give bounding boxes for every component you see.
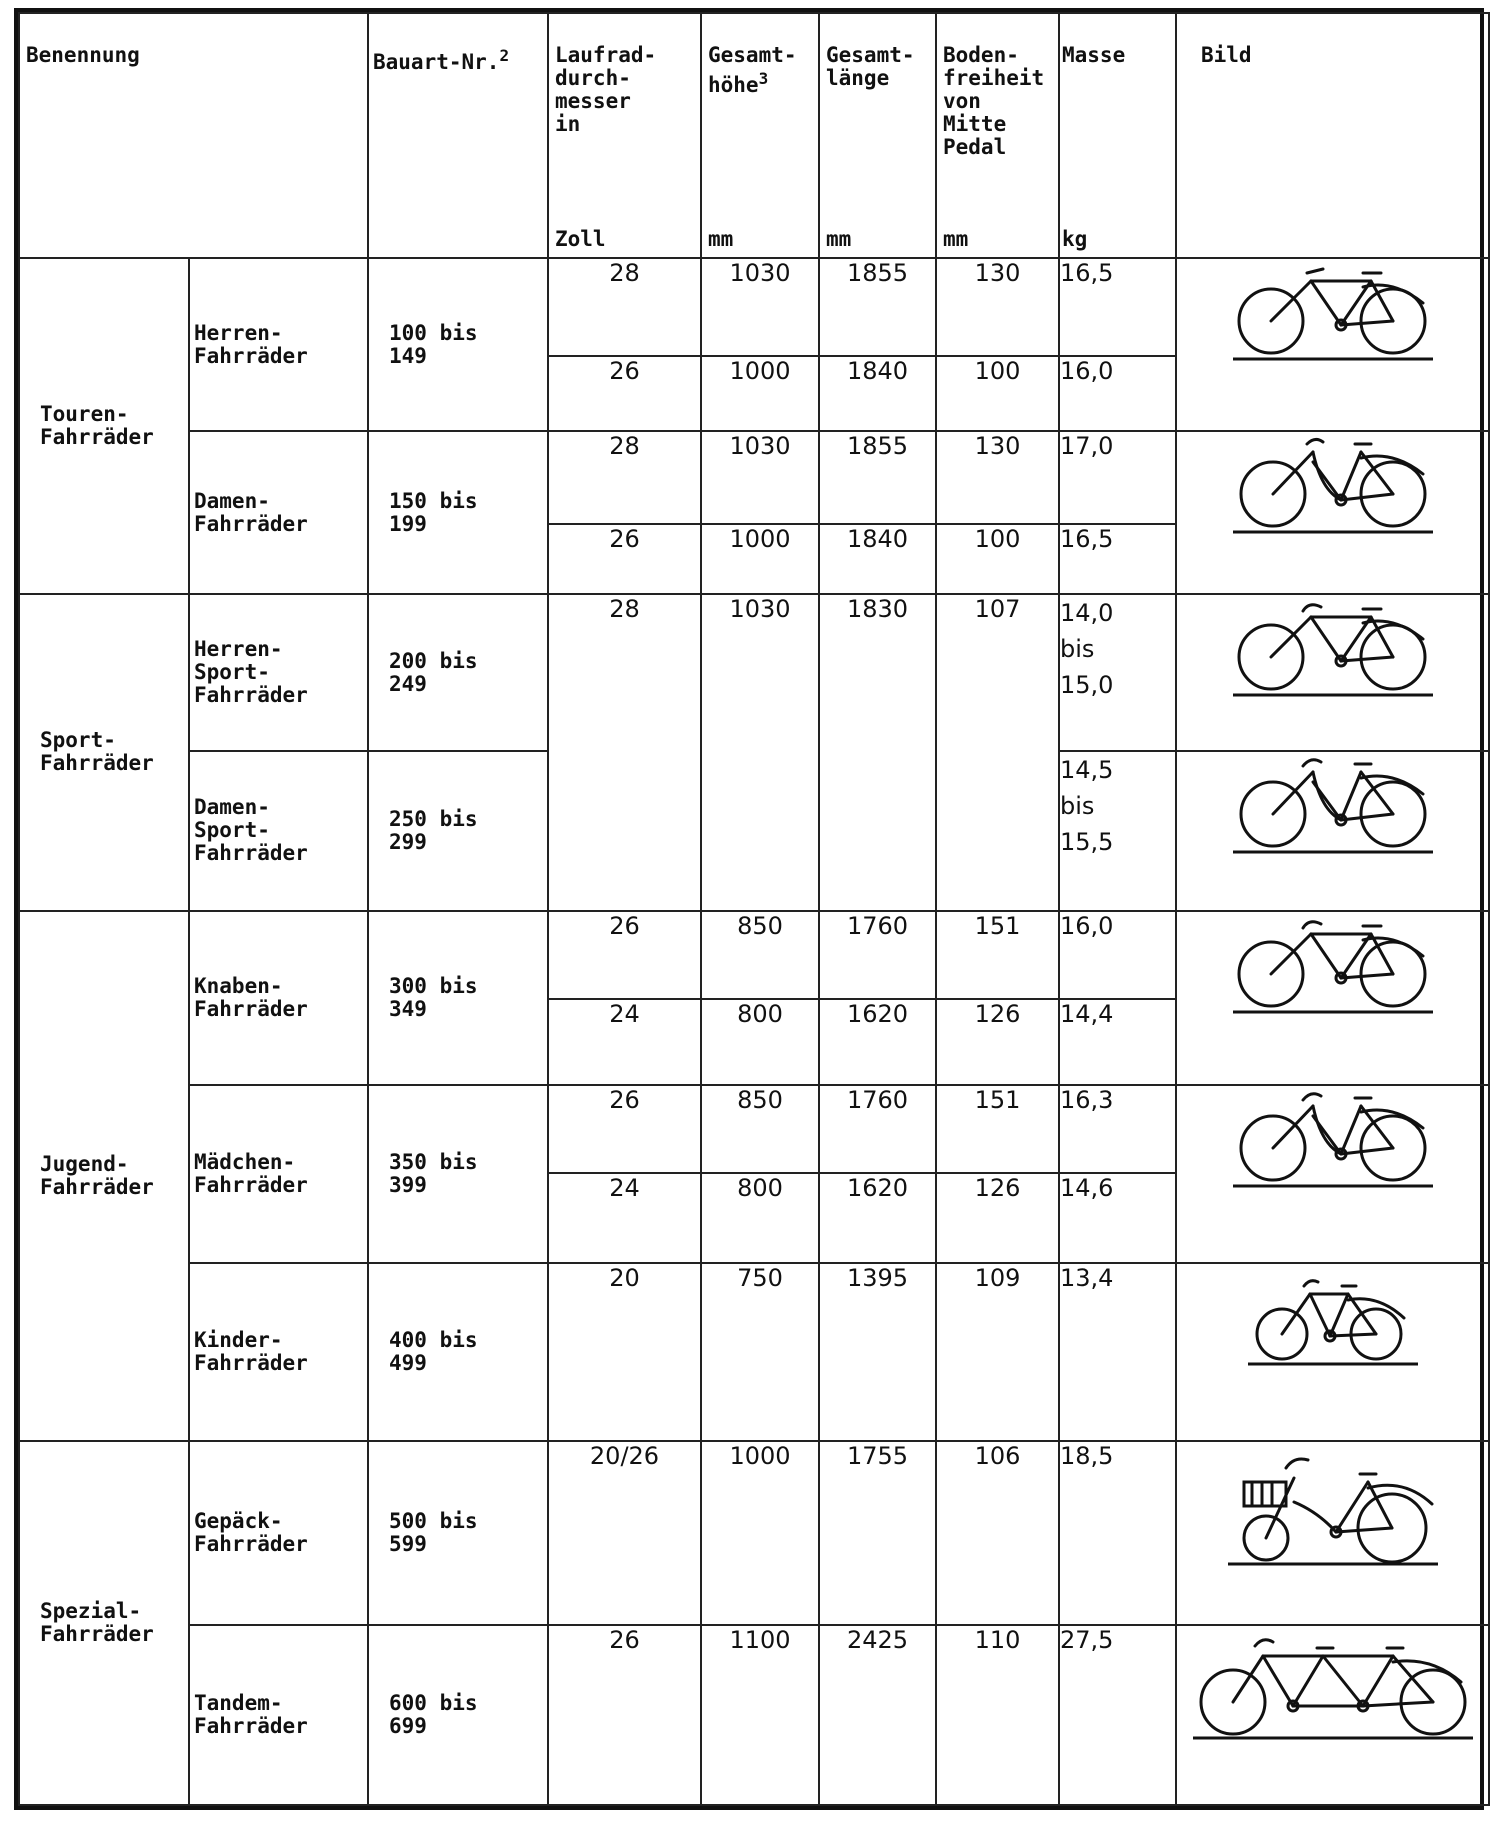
- table-row: [19, 1625, 1489, 1805]
- cell-hoehe: 850: [701, 1085, 819, 1173]
- cell-hoehe: 1030: [701, 594, 819, 911]
- group-touren: Touren- Fahrräder: [19, 258, 189, 594]
- cell-zoll: 28: [548, 258, 701, 356]
- table-row: [19, 431, 1489, 523]
- cell-zoll: 26: [548, 1625, 701, 1805]
- type-maedchen: Mädchen- Fahrräder: [189, 1085, 368, 1263]
- bild-gepaeck: [1176, 1441, 1489, 1624]
- cell-laenge: 1760: [819, 911, 936, 999]
- nr-maedchen: 350 bis 399: [368, 1085, 548, 1263]
- header-hoehe-label: Gesamt- höhe: [708, 43, 797, 97]
- cell-zoll: 20: [548, 1263, 701, 1441]
- header-row: [19, 13, 1489, 258]
- men-sport-bicycle-icon: [1233, 595, 1433, 705]
- header-bild: Bild: [1176, 13, 1489, 258]
- table-row: [19, 594, 1489, 751]
- unit-mm-boden: mm: [943, 227, 969, 252]
- bild-knaben: [1176, 911, 1489, 1085]
- cell-zoll: 26: [548, 356, 701, 431]
- cell-laenge: 1395: [819, 1263, 936, 1441]
- type-damen-sport: Damen- Sport- Fahrräder: [189, 751, 368, 910]
- cell-boden: 106: [936, 1441, 1059, 1624]
- cell-hoehe: 1000: [701, 524, 819, 594]
- footnote-2: 2: [499, 46, 510, 65]
- type-tandem: Tandem- Fahrräder: [189, 1625, 368, 1805]
- cell-zoll: 28: [548, 431, 701, 523]
- cell-hoehe: 1030: [701, 258, 819, 356]
- table-row: [19, 1263, 1489, 1441]
- bicycle-spec-table: [18, 12, 1490, 1806]
- nr-tandem: 600 bis 699: [368, 1625, 548, 1805]
- cell-hoehe: 1100: [701, 1625, 819, 1805]
- cell-hoehe: 1030: [701, 431, 819, 523]
- cell-boden: 151: [936, 1085, 1059, 1173]
- cell-masse: 16,5: [1059, 258, 1176, 356]
- bild-maedchen: [1176, 1085, 1489, 1263]
- type-gepaeck: Gepäck- Fahrräder: [189, 1441, 368, 1624]
- type-knaben: Knaben- Fahrräder: [189, 911, 368, 1085]
- cell-masse: 14,5 bis 15,5: [1059, 751, 1176, 910]
- girls-bicycle-icon: [1233, 1086, 1433, 1196]
- table-row: [19, 911, 1489, 999]
- nr-herren-sport: 200 bis 249: [368, 594, 548, 751]
- table-row: [19, 258, 1489, 356]
- cell-zoll: 26: [548, 911, 701, 999]
- tandem-bicycle-icon: [1193, 1626, 1473, 1746]
- cell-laenge: 1855: [819, 431, 936, 523]
- unit-mm-laenge: mm: [826, 227, 852, 252]
- unit-zoll: Zoll: [555, 227, 606, 252]
- header-laenge: Gesamt- länge mm: [819, 13, 936, 258]
- bild-herren: [1176, 258, 1489, 431]
- bicycle-spec-sheet: [14, 8, 1484, 1810]
- nr-herren: 100 bis 149: [368, 258, 548, 431]
- cell-zoll: 26: [548, 524, 701, 594]
- cell-masse: 16,5: [1059, 524, 1176, 594]
- cell-masse: 13,4: [1059, 1263, 1176, 1441]
- cell-boden: 109: [936, 1263, 1059, 1441]
- type-damen: Damen- Fahrräder: [189, 431, 368, 594]
- header-hoehe: [701, 13, 819, 258]
- bild-kinder: [1176, 1263, 1489, 1441]
- header-benennung: Benennung: [19, 13, 368, 258]
- childrens-bicycle-icon: [1248, 1264, 1418, 1374]
- nr-gepaeck: 500 bis 599: [368, 1441, 548, 1624]
- type-herren: Herren- Fahrräder: [189, 258, 368, 431]
- table-row: [19, 1441, 1489, 1624]
- cell-boden: 130: [936, 258, 1059, 356]
- cell-laenge: 1755: [819, 1441, 936, 1624]
- cell-boden: 100: [936, 356, 1059, 431]
- cell-hoehe: 800: [701, 1173, 819, 1263]
- cell-masse: 27,5: [1059, 1625, 1176, 1805]
- cell-laenge: 1840: [819, 524, 936, 594]
- cell-boden: 126: [936, 1173, 1059, 1263]
- table-row: [19, 1085, 1489, 1173]
- header-laufrad: Laufrad- durch- messer in Zoll: [548, 13, 701, 258]
- group-jugend: Jugend- Fahrräder: [19, 911, 189, 1442]
- bild-damen: [1176, 431, 1489, 594]
- cell-laenge: 1840: [819, 356, 936, 431]
- nr-knaben: 300 bis 349: [368, 911, 548, 1085]
- cell-masse: 16,3: [1059, 1085, 1176, 1173]
- nr-damen: 150 bis 199: [368, 431, 548, 594]
- type-herren-sport: Herren- Sport- Fahrräder: [189, 594, 368, 751]
- header-bauart: [368, 13, 548, 258]
- cell-boden: 126: [936, 999, 1059, 1085]
- cell-masse: 14,0 bis 15,0: [1059, 594, 1176, 751]
- cell-laenge: 1620: [819, 1173, 936, 1263]
- cell-hoehe: 1000: [701, 356, 819, 431]
- cell-zoll: 20/26: [548, 1441, 701, 1624]
- cell-masse: 17,0: [1059, 431, 1176, 523]
- cell-masse: 14,6: [1059, 1173, 1176, 1263]
- cell-boden: 151: [936, 911, 1059, 999]
- cell-laenge: 2425: [819, 1625, 936, 1805]
- bild-damen-sport: [1176, 751, 1489, 910]
- women-bicycle-icon: [1233, 432, 1433, 542]
- bild-tandem: [1176, 1625, 1489, 1805]
- cell-hoehe: 850: [701, 911, 819, 999]
- women-sport-bicycle-icon: [1233, 752, 1433, 862]
- cell-hoehe: 800: [701, 999, 819, 1085]
- unit-kg: kg: [1062, 227, 1088, 252]
- cell-boden: 110: [936, 1625, 1059, 1805]
- cell-boden: 100: [936, 524, 1059, 594]
- header-masse: Masse kg: [1059, 13, 1176, 258]
- nr-kinder: 400 bis 499: [368, 1263, 548, 1441]
- boys-bicycle-icon: [1233, 912, 1433, 1022]
- cell-boden: 130: [936, 431, 1059, 523]
- group-sport: Sport- Fahrräder: [19, 594, 189, 911]
- cell-boden: 107: [936, 594, 1059, 911]
- group-spezial: Spezial- Fahrräder: [19, 1441, 189, 1805]
- header-bodenfreiheit: Boden- freiheit von Mitte Pedal mm: [936, 13, 1059, 258]
- cell-zoll: 26: [548, 1085, 701, 1173]
- unit-mm-hoehe: mm: [708, 227, 734, 252]
- cell-zoll: 28: [548, 594, 701, 911]
- cell-masse: 16,0: [1059, 911, 1176, 999]
- cell-zoll: 24: [548, 999, 701, 1085]
- cell-laenge: 1760: [819, 1085, 936, 1173]
- cell-laenge: 1830: [819, 594, 936, 911]
- header-bauart-label: Bauart-Nr.: [373, 50, 500, 74]
- cell-zoll: 24: [548, 1173, 701, 1263]
- cell-laenge: 1620: [819, 999, 936, 1085]
- nr-damen-sport: 250 bis 299: [368, 751, 548, 910]
- cell-masse: 14,4: [1059, 999, 1176, 1085]
- footnote-3: 3: [758, 69, 769, 88]
- cell-masse: 18,5: [1059, 1441, 1176, 1624]
- cell-laenge: 1855: [819, 258, 936, 356]
- bild-herren-sport: [1176, 594, 1489, 751]
- men-bicycle-icon: [1233, 259, 1433, 369]
- cell-hoehe: 750: [701, 1263, 819, 1441]
- cell-masse: 16,0: [1059, 356, 1176, 431]
- type-kinder: Kinder- Fahrräder: [189, 1263, 368, 1441]
- cell-hoehe: 1000: [701, 1441, 819, 1624]
- cargo-bicycle-icon: [1228, 1442, 1438, 1572]
